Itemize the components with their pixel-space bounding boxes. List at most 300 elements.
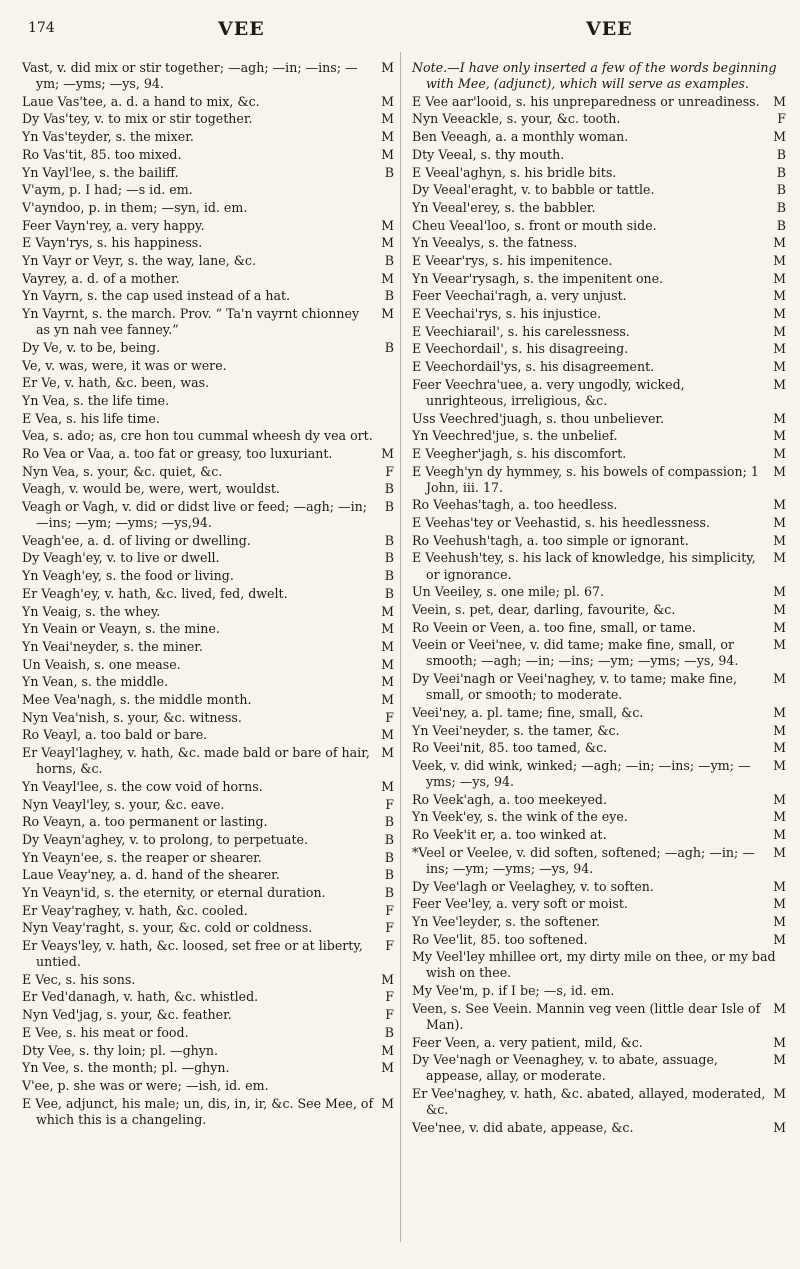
entry-text: Veagh, v. would be, were, wert, wouldst.: [22, 481, 280, 497]
dictionary-entry: [412, 932, 786, 948]
editor-note: [412, 60, 786, 92]
entry-source-marker: M: [381, 656, 394, 672]
dictionary-entry: [22, 464, 394, 480]
left-running-head: VEE: [218, 18, 265, 40]
dictionary-entry: [412, 827, 786, 843]
dictionary-entry: [412, 723, 786, 739]
entry-source-marker: M: [773, 497, 786, 513]
entry-source-marker: M: [773, 584, 786, 600]
entry-text: Nyn Veayl'ley, s. your, &c. eave.: [22, 796, 225, 812]
entry-source-marker: B: [384, 288, 394, 304]
entry-text: Vast, v. did mix or stir together; —agh; —in; —ins; —ym; —yms; —ys, 94.: [22, 60, 358, 92]
dictionary-entry: [22, 657, 394, 673]
entry-text: Yn Veei'neyder, s. the tamer, &c.: [412, 722, 620, 738]
entry-source-marker: M: [773, 550, 786, 566]
entry-source-marker: B: [384, 849, 394, 865]
entry-text: Laue Vas'tee, a. d. a hand to mix, &c.: [22, 93, 260, 109]
entry-source-marker: M: [773, 1119, 786, 1135]
entry-source-marker: B: [776, 164, 786, 180]
dictionary-entry: [412, 253, 786, 269]
entry-text: Dy Vas'tey, v. to mix or stir together.: [22, 111, 253, 127]
dictionary-entry: [22, 639, 394, 655]
dictionary-entry: [412, 705, 786, 721]
entry-text: Dy Vee'lagh or Veelaghey, v. to soften.: [412, 878, 654, 894]
dictionary-entry: [22, 358, 394, 374]
dictionary-entry: [412, 271, 786, 287]
entry-text: Yn Vea, s. the life time.: [22, 392, 170, 408]
entry-text: Ro Veein or Veen, a. too fine, small, or tame.: [412, 619, 696, 635]
entry-text: Mee Vea'nagh, s. the middle month.: [22, 691, 252, 707]
entry-text: Dy Ve, v. to be, being.: [22, 339, 161, 355]
entry-source-marker: M: [381, 745, 394, 761]
entry-text: Ro Veayl, a. too bald or bare.: [22, 727, 208, 743]
entry-source-marker: M: [381, 129, 394, 145]
entry-text: Uss Veechred'juagh, s. thou unbeliever.: [412, 410, 665, 426]
dictionary-entry: [22, 1078, 394, 1094]
dictionary-entry: [412, 1120, 786, 1136]
dictionary-entry: [22, 621, 394, 637]
entry-text: E Veechai'rys, s. his injustice.: [412, 306, 602, 322]
entry-source-marker: B: [384, 884, 394, 900]
entry-text: E Vee aar'looid, s. his unpreparedness or unreadiness.: [412, 93, 760, 109]
dictionary-entry: [22, 692, 394, 708]
dictionary-entry: [412, 1086, 786, 1118]
entry-text: Ro Vas'tit, 85. too mixed.: [22, 146, 182, 162]
entry-source-marker: B: [384, 867, 394, 883]
entry-source-marker: M: [773, 1086, 786, 1102]
entry-text: E Vee, adjunct, his male; un, dis, in, ir, &c. See Mee, of which this is a changeling.: [22, 1095, 374, 1127]
entry-source-marker: M: [773, 410, 786, 426]
entry-source-marker: M: [381, 691, 394, 707]
dictionary-entry: [22, 271, 394, 287]
entry-text: E Veegh'yn dy hymmey, s. his bowels of compassion; 1 John, iii. 17.: [412, 463, 759, 495]
dictionary-entry: [22, 779, 394, 795]
dictionary-entry: [22, 129, 394, 145]
entry-text: Veein or Veei'nee, v. did tame; make fine, small, or smooth; —agh; —in; —ins; —ym; —yms; —ys, 94.: [412, 637, 739, 669]
entry-source-marker: M: [773, 445, 786, 461]
entry-source-marker: M: [773, 757, 786, 773]
entry-text: Er Veay'raghey, v. hath, &c. cooled.: [22, 902, 248, 918]
dictionary-entry: [22, 411, 394, 427]
entry-text: Yn Veayn'ee, s. the reaper or shearer.: [22, 849, 262, 865]
dictionary-entry: [412, 620, 786, 636]
dictionary-entry: [22, 568, 394, 584]
entry-source-marker: M: [773, 323, 786, 339]
entry-text: Ro Veehas'tagh, a. too heedless.: [412, 497, 618, 513]
entry-source-marker: B: [384, 481, 394, 497]
dictionary-entry: [412, 809, 786, 825]
entry-text: My Veel'ley mhillee ort, my dirty mile on thee, or my bad wish on thee.: [412, 949, 776, 981]
entry-source-marker: B: [384, 831, 394, 847]
entry-source-marker: M: [773, 809, 786, 825]
entry-text: E Veechiarail', s. his carelessness.: [412, 323, 630, 339]
entry-source-marker: B: [384, 585, 394, 601]
entry-source-marker: F: [385, 463, 394, 479]
entry-source-marker: M: [773, 1034, 786, 1050]
dictionary-entry: [412, 949, 786, 981]
entry-source-marker: M: [381, 727, 394, 743]
entry-source-marker: M: [773, 129, 786, 145]
entry-text: Ro Veek'agh, a. too meekeyed.: [412, 791, 607, 807]
entry-source-marker: M: [773, 637, 786, 653]
right-column: [412, 60, 786, 1138]
dictionary-entry: [412, 94, 786, 110]
dictionary-entry: [22, 182, 394, 198]
dictionary-entry: [412, 1052, 786, 1084]
dictionary-entry: [22, 1096, 394, 1128]
dictionary-entry: [22, 200, 394, 216]
dictionary-entry: [22, 727, 394, 743]
entry-text: Feer Vayn'rey, a. very happy.: [22, 217, 205, 233]
entry-source-marker: B: [384, 499, 394, 514]
entry-text: Nyn Veeackle, s. your, &c. tooth.: [412, 111, 621, 127]
dictionary-entry: [412, 218, 786, 234]
entry-source-marker: B: [384, 252, 394, 268]
dictionary-entry: [412, 129, 786, 145]
right-running-head: VEE: [586, 18, 633, 40]
entry-source-marker: M: [381, 1060, 394, 1076]
entry-text: Ro Veayn, a. too permanent or lasting.: [22, 814, 268, 830]
entry-text: Yn Vayrn, s. the cap used instead of a hat.: [22, 288, 291, 304]
dictionary-entry: [412, 533, 786, 549]
dictionary-entry: [22, 903, 394, 919]
dictionary-entry: [22, 235, 394, 251]
entry-text: Laue Veay'ney, a. d. hand of the shearer.: [22, 867, 280, 883]
entry-source-marker: M: [773, 306, 786, 322]
dictionary-entry: [22, 745, 394, 777]
entry-text: Veagh or Vagh, v. did or didst live or feed; —agh; —in; —ins; —ym; —yms; —ys,94.: [22, 499, 367, 531]
entry-text: Ro Veei'nit, 85. too tamed, &c.: [412, 740, 608, 756]
dictionary-entry: [412, 896, 786, 912]
entry-source-marker: M: [381, 146, 394, 162]
dictionary-entry: [22, 428, 394, 444]
dictionary-entry: [22, 94, 394, 110]
dictionary-entry: [22, 674, 394, 690]
entry-text: Yn Veayl'lee, s. the cow void of horns.: [22, 778, 263, 794]
entry-text: V'ee, p. she was or were; —ish, id. em.: [22, 1077, 269, 1093]
dictionary-entry: [22, 288, 394, 304]
entry-text: Yn Vayr or Veyr, s. the way, lane, &c.: [22, 252, 256, 268]
dictionary-entry: [412, 515, 786, 531]
entry-text: Dty Veeal, s. thy mouth.: [412, 146, 565, 162]
entry-source-marker: M: [773, 844, 786, 860]
dictionary-entry: [412, 497, 786, 513]
entry-text: E Veechordail'ys, s. his disagreement.: [412, 359, 655, 375]
entry-source-marker: B: [776, 182, 786, 198]
dictionary-entry: [412, 1001, 786, 1033]
dictionary-entry: [412, 324, 786, 340]
entry-text: Yn Veealys, s. the fatness.: [412, 235, 578, 251]
entry-source-marker: M: [773, 827, 786, 843]
entry-text: Yn Veain or Veayn, s. the mine.: [22, 621, 220, 637]
entry-text: V'aym, p. I had; —s id. em.: [22, 182, 193, 198]
entry-source-marker: M: [773, 1052, 786, 1068]
dictionary-entry: [22, 481, 394, 497]
entry-source-marker: B: [384, 1024, 394, 1040]
entry-text: Ve, v. was, were, it was or were.: [22, 357, 227, 373]
entry-source-marker: M: [773, 463, 786, 479]
entry-source-marker: M: [381, 235, 394, 251]
entry-text: E Vea, s. his life time.: [22, 410, 160, 426]
entry-source-marker: M: [773, 878, 786, 894]
dictionary-entry: [412, 377, 786, 409]
entry-text: Yn Veayn'id, s. the eternity, or eternal duration.: [22, 884, 326, 900]
dictionary-entry: [22, 1007, 394, 1023]
entry-source-marker: M: [381, 111, 394, 127]
entry-source-marker: F: [777, 111, 786, 127]
dictionary-entry: [412, 200, 786, 216]
page-header: [0, 14, 800, 44]
entry-source-marker: M: [773, 896, 786, 912]
entry-text: Er Vee'naghey, v. hath, &c. abated, allayed, moderated, &c.: [412, 1086, 766, 1118]
entry-source-marker: F: [385, 1007, 394, 1023]
entry-text: Cheu Veeal'loo, s. front or mouth side.: [412, 217, 657, 233]
entry-text: Vea, s. ado; as, cre hon tou cummal wheesh dy vea ort.: [22, 428, 373, 444]
dictionary-entry: [22, 253, 394, 269]
dictionary-entry: [412, 341, 786, 357]
entry-source-marker: B: [384, 814, 394, 830]
entry-text: My Vee'm, p. if I be; —s, id. em.: [412, 983, 615, 999]
dictionary-entry: [412, 359, 786, 375]
entry-source-marker: M: [381, 603, 394, 619]
entry-source-marker: M: [381, 306, 394, 322]
entry-text: Yn Veechred'jue, s. the unbelief.: [412, 428, 618, 444]
entry-text: Feer Veen, a. very patient, mild, &c.: [412, 1034, 643, 1050]
entry-text: Er Veays'ley, v. hath, &c. loosed, set free or at liberty, untied.: [22, 938, 363, 970]
entry-text: E Veeal'aghyn, s. his bridle bits.: [412, 164, 617, 180]
entry-source-marker: M: [773, 619, 786, 635]
entry-source-marker: M: [773, 1000, 786, 1016]
entry-text: Nyn Vea'nish, s. your, &c. witness.: [22, 709, 242, 725]
entry-source-marker: F: [385, 938, 394, 953]
dictionary-entry: [22, 147, 394, 163]
entry-source-marker: M: [773, 532, 786, 548]
entry-source-marker: M: [381, 778, 394, 794]
dictionary-entry: [22, 375, 394, 391]
entry-text: E Veehush'tey, s. his lack of knowledge, his simplicity, or ignorance.: [412, 550, 756, 582]
entry-source-marker: M: [381, 217, 394, 233]
dictionary-entry: [22, 604, 394, 620]
entry-text: Dy Veeal'eraght, v. to babble or tattle.: [412, 182, 655, 198]
entry-source-marker: B: [776, 217, 786, 233]
dictionary-entry: [412, 411, 786, 427]
dictionary-entry: [412, 983, 786, 999]
entry-source-marker: F: [385, 902, 394, 918]
entry-text: Feer Vee'ley, a. very soft or moist.: [412, 896, 628, 912]
entry-source-marker: M: [381, 674, 394, 690]
entry-text: Yn Veai'neyder, s. the miner.: [22, 638, 203, 654]
entry-text: Vee'nee, v. did abate, appease, &c.: [412, 1119, 634, 1135]
entry-source-marker: M: [773, 931, 786, 947]
entry-source-marker: M: [381, 445, 394, 461]
entry-source-marker: M: [773, 288, 786, 304]
entry-source-marker: M: [773, 341, 786, 357]
entry-source-marker: M: [381, 1042, 394, 1058]
entry-text: E Vec, s. his sons.: [22, 971, 136, 987]
entry-text: Yn Veeal'erey, s. the babbler.: [412, 199, 596, 215]
entry-text: Yn Vayl'lee, s. the bailiff.: [22, 164, 179, 180]
entry-source-marker: M: [381, 621, 394, 637]
dictionary-entry: [412, 111, 786, 127]
entry-source-marker: F: [385, 796, 394, 812]
entry-text: Veen, s. See Veein. Mannin veg veen (little dear Isle of Man).: [412, 1000, 761, 1032]
entry-text: Er Ved'danagh, v. hath, &c. whistled.: [22, 989, 259, 1005]
entry-source-marker: B: [384, 550, 394, 566]
entry-text: Yn Vee'leyder, s. the softener.: [412, 913, 601, 929]
dictionary-entry: [22, 938, 394, 970]
dictionary-entry: [22, 832, 394, 848]
dictionary-entry: [412, 306, 786, 322]
dictionary-entry: [412, 845, 786, 877]
dictionary-entry: [412, 637, 786, 669]
dictionary-entry: [412, 671, 786, 703]
entry-text: Vayrey, a. d. of a mother.: [22, 270, 180, 286]
entry-text: E Veehas'tey or Veehastid, s. his heedlessness.: [412, 515, 710, 531]
entry-text: V'ayndoo, p. in them; —syn, id. em.: [22, 199, 248, 215]
entry-text: Dy Veayn'aghey, v. to prolong, to perpetuate.: [22, 831, 309, 847]
entry-text: Yn Veaig, s. the whey.: [22, 603, 161, 619]
entry-text: Un Veeiley, s. one mile; pl. 67.: [412, 584, 604, 600]
dictionary-entry: [412, 1035, 786, 1051]
entry-source-marker: M: [381, 638, 394, 654]
entry-source-marker: M: [773, 722, 786, 738]
entry-text: Veei'ney, a. pl. tame; fine, small, &c.: [412, 704, 644, 720]
entry-source-marker: F: [385, 709, 394, 725]
entry-source-marker: M: [381, 93, 394, 109]
entry-source-marker: M: [773, 252, 786, 268]
entry-source-marker: M: [381, 270, 394, 286]
entry-text: Yn Vee, s. the month; pl. —ghyn.: [22, 1060, 230, 1076]
entry-source-marker: M: [773, 791, 786, 807]
entry-source-marker: M: [773, 93, 786, 109]
entry-source-marker: M: [773, 235, 786, 251]
dictionary-entry: [22, 797, 394, 813]
dictionary-entry: [412, 602, 786, 618]
entry-source-marker: M: [773, 671, 786, 687]
dictionary-entry: [22, 60, 394, 92]
entry-text: Ben Veeagh, a. a monthly woman.: [412, 129, 629, 145]
entry-text: Yn Veagh'ey, s. the food or living.: [22, 568, 234, 584]
entry-text: Feer Veechra'uee, a. very ungodly, wicked, unrighteous, irreligious, &c.: [412, 376, 685, 408]
entry-text: Er Ve, v. hath, &c. been, was.: [22, 375, 210, 391]
dictionary-entry: [412, 428, 786, 444]
entry-source-marker: M: [381, 971, 394, 987]
entry-text: Veagh'ee, a. d. of living or dwelling.: [22, 532, 251, 548]
dictionary-entry: [412, 235, 786, 251]
entry-source-marker: M: [773, 270, 786, 286]
dictionary-entry: [22, 550, 394, 566]
entry-text: Yn Veear'rysagh, s. the impenitent one.: [412, 270, 664, 286]
entry-text: Veek, v. did wink, winked; —agh; —in; —ins; —ym; —yms; —ys, 94.: [412, 757, 751, 790]
dictionary-entry: [22, 814, 394, 830]
dictionary-entry: [22, 1043, 394, 1059]
dictionary-entry: [412, 165, 786, 181]
entry-source-marker: M: [773, 428, 786, 444]
dictionary-entry: [412, 182, 786, 198]
entry-source-marker: M: [773, 601, 786, 617]
entry-source-marker: B: [384, 532, 394, 548]
entry-source-marker: F: [385, 920, 394, 936]
dictionary-entry: [412, 879, 786, 895]
dictionary-entry: [412, 792, 786, 808]
dictionary-entry: [22, 165, 394, 181]
entry-text: Yn Veek'ey, s. the wink of the eye.: [412, 809, 628, 825]
entry-text: E Veear'rys, s. his impenitence.: [412, 252, 613, 268]
entry-text: Yn Vayrnt, s. the march. Prov. “ Ta'n vayrnt chionney as yn nah vee fanney.”: [22, 306, 360, 338]
dictionary-entry: [412, 740, 786, 756]
entry-text: Veein, s. pet, dear, darling, favourite, &c.: [412, 601, 676, 617]
entry-text: E Veegher'jagh, s. his discomfort.: [412, 445, 627, 461]
entry-source-marker: M: [773, 740, 786, 756]
entry-source-marker: M: [381, 60, 394, 75]
dictionary-entry: [22, 533, 394, 549]
dictionary-entry: [22, 867, 394, 883]
dictionary-entry: [22, 499, 394, 531]
entry-source-marker: M: [773, 704, 786, 720]
entry-text: E Vayn'rys, s. his happiness.: [22, 235, 203, 251]
entry-text: Ro Vea or Vaa, a. too fat or greasy, too luxuriant.: [22, 445, 333, 461]
entry-text: Er Veayl'laghey, v. hath, &c. made bald or bare of hair, horns, &c.: [22, 745, 370, 777]
entry-text: Ro Veek'it er, a. too winked at.: [412, 827, 607, 843]
entry-text: Note.—I have only inserted a few of the words beginning with Mee, (adjunct), which will serve as examples.: [412, 60, 777, 92]
entry-source-marker: B: [384, 568, 394, 584]
entry-source-marker: M: [773, 359, 786, 375]
dictionary-entry: [22, 989, 394, 1005]
dictionary-entry: [22, 920, 394, 936]
entry-text: E Veechordail', s. his disagreeing.: [412, 341, 629, 357]
dictionary-entry: [22, 306, 394, 338]
dictionary-entry: [412, 584, 786, 600]
entry-text: Nyn Vea, s. your, &c. quiet, &c.: [22, 463, 223, 479]
dictionary-entry: [22, 885, 394, 901]
entry-text: Er Veagh'ey, v. hath, &c. lived, fed, dwelt.: [22, 585, 288, 601]
entry-source-marker: M: [773, 515, 786, 531]
dictionary-entry: [22, 393, 394, 409]
dictionary-entry: [22, 446, 394, 462]
dictionary-entry: [22, 1025, 394, 1041]
dictionary-entry: [412, 446, 786, 462]
dictionary-entry: [412, 464, 786, 496]
entry-source-marker: B: [384, 164, 394, 180]
dictionary-entry: [22, 850, 394, 866]
dictionary-entry: [412, 550, 786, 582]
entry-source-marker: M: [381, 1095, 394, 1111]
dictionary-entry: [22, 111, 394, 127]
entry-text: Ro Veehush'tagh, a. too simple or ignorant.: [412, 532, 689, 548]
entry-text: Dy Veei'nagh or Veei'naghey, v. to tame; make fine, small, or smooth; to moderate.: [412, 671, 737, 703]
dictionary-entry: [412, 758, 786, 790]
entry-source-marker: B: [384, 339, 394, 355]
entry-text: Dy Veagh'ey, v. to live or dwell.: [22, 550, 220, 566]
entry-text: Un Veaish, s. one mease.: [22, 656, 181, 672]
dictionary-entry: [412, 914, 786, 930]
entry-text: Nyn Veay'raght, s. your, &c. cold or coldness.: [22, 920, 313, 936]
dictionary-entry: [412, 147, 786, 163]
entry-text: Dy Vee'nagh or Veenaghey, v. to abate, assuage, appease, allay, or moderate.: [412, 1052, 718, 1084]
entry-source-marker: M: [773, 913, 786, 929]
dictionary-entry: [22, 1060, 394, 1076]
entry-source-marker: F: [385, 989, 394, 1005]
entry-text: Ro Vee'lit, 85. too softened.: [412, 931, 588, 947]
entry-text: Dty Vee, s. thy loin; pl. —ghyn.: [22, 1042, 218, 1058]
entry-text: Yn Vean, s. the middle.: [22, 674, 169, 690]
left-column: [22, 60, 394, 1129]
entry-source-marker: B: [776, 146, 786, 162]
dictionary-entry: [22, 586, 394, 602]
entry-text: E Vee, s. his meat or food.: [22, 1024, 189, 1040]
dictionary-entry: [412, 288, 786, 304]
entry-text: *Veel or Veelee, v. did soften, softened; —agh; —in; —ins; —ym; —yms; —ys, 94.: [412, 844, 755, 876]
